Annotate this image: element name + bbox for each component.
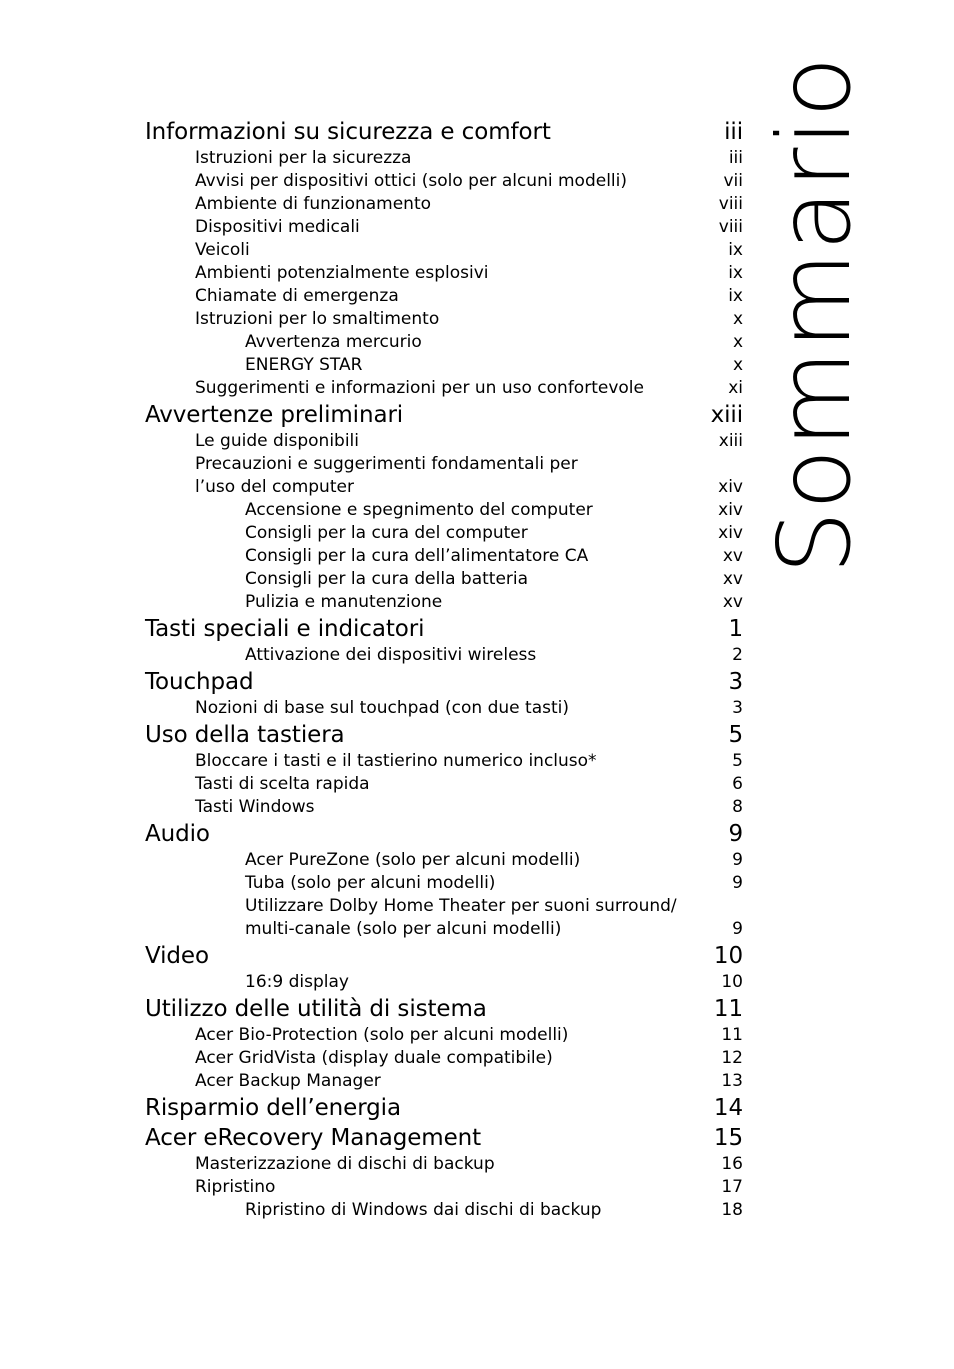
toc-section[interactable] xyxy=(145,285,743,308)
toc-entry-title: Acer GridVista (display duale compatibile) xyxy=(195,1048,553,1068)
toc-entry-page: 8 xyxy=(732,797,743,817)
toc-entry-title: Acer Backup Manager xyxy=(195,1071,381,1091)
table-of-contents xyxy=(145,117,743,1222)
toc-entry-page: 5 xyxy=(732,751,743,771)
toc-entry-title: Avvisi per dispositivi ottici (solo per alcuni modelli) xyxy=(195,171,627,191)
toc-section[interactable] xyxy=(145,697,743,720)
toc-section[interactable] xyxy=(145,773,743,796)
toc-entry-title: Tasti speciali e indicatori xyxy=(145,616,425,642)
toc-entry-title: Acer PureZone (solo per alcuni modelli) xyxy=(245,850,581,870)
toc-entry-title: Tasti Windows xyxy=(195,797,315,817)
toc-entry-title: Le guide disponibili xyxy=(195,431,359,451)
toc-entry-title: Consigli per la cura dell’alimentatore CA xyxy=(245,546,589,566)
toc-entry-page: xv xyxy=(722,546,743,566)
toc-entry-title xyxy=(245,895,724,941)
toc-chapter[interactable] xyxy=(145,1093,743,1123)
toc-entry-title: Audio xyxy=(145,821,210,847)
toc-entry-page: 9 xyxy=(732,873,743,893)
toc-entry-title-line1: Precauzioni e suggerimenti fondamentali per xyxy=(195,454,578,474)
toc-entry-title: Nozioni di base sul touchpad (con due tasti) xyxy=(195,698,569,718)
toc-entry-title: Accensione e spegnimento del computer xyxy=(245,500,593,520)
toc-chapter[interactable] xyxy=(145,667,743,697)
toc-subsection[interactable] xyxy=(145,545,743,568)
toc-entry-page: 1 xyxy=(728,616,743,642)
toc-entry-page: vii xyxy=(723,171,743,191)
toc-entry-page: 17 xyxy=(721,1177,743,1197)
toc-entry-title xyxy=(195,453,710,499)
toc-entry-title: Istruzioni per la sicurezza xyxy=(195,148,412,168)
toc-chapter[interactable] xyxy=(145,400,743,430)
toc-subsection[interactable] xyxy=(145,644,743,667)
toc-entry-page: iii xyxy=(724,119,743,145)
toc-entry-page: xiv xyxy=(718,477,743,497)
toc-section[interactable] xyxy=(145,377,743,400)
toc-entry-page: 6 xyxy=(732,774,743,794)
toc-section[interactable] xyxy=(145,147,743,170)
toc-subsection[interactable] xyxy=(145,971,743,994)
toc-entry-page: ix xyxy=(728,240,743,260)
toc-entry-page: 15 xyxy=(713,1125,743,1151)
toc-section[interactable] xyxy=(145,216,743,239)
toc-entry-title: Pulizia e manutenzione xyxy=(245,592,443,612)
toc-entry-page: 3 xyxy=(732,698,743,718)
toc-entry-title: Avvertenze preliminari xyxy=(145,402,404,428)
toc-entry-title: Consigli per la cura della batteria xyxy=(245,569,529,589)
toc-entry-page: 10 xyxy=(713,943,743,969)
toc-entry-page: 11 xyxy=(721,1025,743,1045)
toc-entry-page: xv xyxy=(722,592,743,612)
toc-entry-title: Risparmio dell’energia xyxy=(145,1095,401,1121)
toc-entry-title: Bloccare i tasti e il tastierino numerico incluso* xyxy=(195,751,597,771)
toc-chapter[interactable] xyxy=(145,941,743,971)
toc-subsection[interactable] xyxy=(145,522,743,545)
toc-entry-title: Ripristino xyxy=(195,1177,276,1197)
toc-entry-page: xv xyxy=(722,569,743,589)
toc-section[interactable] xyxy=(145,1153,743,1176)
toc-entry-page: 13 xyxy=(721,1071,743,1091)
toc-entry-title: Dispositivi medicali xyxy=(195,217,360,237)
toc-subsection[interactable] xyxy=(145,354,743,377)
toc-entry-page: xiii xyxy=(718,431,743,451)
page-title xyxy=(756,55,873,575)
toc-subsection[interactable] xyxy=(145,1199,743,1222)
toc-section[interactable] xyxy=(145,453,743,499)
toc-entry-page: viii xyxy=(718,217,743,237)
toc-entry-title: Utilizzo delle utilità di sistema xyxy=(145,996,487,1022)
toc-entry-title: Attivazione dei dispositivi wireless xyxy=(245,645,537,665)
toc-entry-title: Tasti di scelta rapida xyxy=(195,774,370,794)
toc-entry-page: 5 xyxy=(728,722,743,748)
toc-entry-page: 2 xyxy=(732,645,743,665)
toc-entry-page: xiii xyxy=(710,402,743,428)
toc-entry-title-line1: Utilizzare Dolby Home Theater per suoni surround/ xyxy=(245,896,677,916)
toc-entry-title: Ambienti potenzialmente esplosivi xyxy=(195,263,489,283)
toc-entry-page: 16 xyxy=(721,1154,743,1174)
toc-entry-title: Masterizzazione di dischi di backup xyxy=(195,1154,495,1174)
toc-entry-title: Acer Bio-Protection (solo per alcuni modelli) xyxy=(195,1025,569,1045)
toc-entry-title: Ambiente di funzionamento xyxy=(195,194,432,214)
toc-entry-title: Touchpad xyxy=(145,669,254,695)
toc-section[interactable] xyxy=(145,1070,743,1093)
toc-subsection[interactable] xyxy=(145,872,743,895)
toc-entry-title: Consigli per la cura del computer xyxy=(245,523,528,543)
toc-entry-title: Avvertenza mercurio xyxy=(245,332,422,352)
toc-entry-page: x xyxy=(732,355,743,375)
toc-entry-page: 9 xyxy=(732,850,743,870)
toc-entry-title: Suggerimenti e informazioni per un uso confortevole xyxy=(195,378,644,398)
toc-section[interactable] xyxy=(145,193,743,216)
toc-section[interactable] xyxy=(145,170,743,193)
toc-entry-page: xiv xyxy=(718,500,743,520)
toc-chapter[interactable] xyxy=(145,994,743,1024)
toc-section[interactable] xyxy=(145,750,743,773)
toc-entry-page: viii xyxy=(718,194,743,214)
toc-entry-page: x xyxy=(732,332,743,352)
toc-entry-title: Ripristino di Windows dai dischi di backup xyxy=(245,1200,602,1220)
toc-section[interactable] xyxy=(145,239,743,262)
toc-entry-page: 11 xyxy=(713,996,743,1022)
toc-subsection[interactable] xyxy=(145,568,743,591)
toc-entry-title-line2: l’uso del computer xyxy=(195,477,354,497)
toc-entry-page: 12 xyxy=(721,1048,743,1068)
toc-entry-title: Chiamate di emergenza xyxy=(195,286,399,306)
toc-chapter[interactable] xyxy=(145,720,743,750)
toc-subsection[interactable] xyxy=(145,849,743,872)
toc-entry-title: Informazioni su sicurezza e comfort xyxy=(145,119,551,145)
toc-entry-title: Veicoli xyxy=(195,240,250,260)
page-title-text: Sommario xyxy=(756,55,873,575)
toc-section[interactable] xyxy=(145,1024,743,1047)
toc-chapter[interactable] xyxy=(145,1123,743,1153)
toc-section[interactable] xyxy=(145,308,743,331)
toc-chapter[interactable] xyxy=(145,117,743,147)
toc-entry-title: 16:9 display xyxy=(245,972,349,992)
toc-entry-title-line2: multi-canale (solo per alcuni modelli) xyxy=(245,919,562,939)
toc-entry-page: 3 xyxy=(728,669,743,695)
toc-section[interactable] xyxy=(145,1047,743,1070)
toc-entry-title: Tuba (solo per alcuni modelli) xyxy=(245,873,496,893)
toc-section[interactable] xyxy=(145,796,743,819)
toc-subsection[interactable] xyxy=(145,591,743,614)
toc-entry-page: ix xyxy=(728,263,743,283)
toc-entry-page: iii xyxy=(728,148,743,168)
toc-entry-title: Istruzioni per lo smaltimento xyxy=(195,309,440,329)
toc-entry-title: Uso della tastiera xyxy=(145,722,345,748)
toc-subsection[interactable] xyxy=(145,895,743,941)
toc-chapter[interactable] xyxy=(145,819,743,849)
toc-entry-page: x xyxy=(732,309,743,329)
toc-entry-title: Acer eRecovery Management xyxy=(145,1125,482,1151)
toc-entry-title: ENERGY STAR xyxy=(245,355,363,375)
toc-chapter[interactable] xyxy=(145,614,743,644)
toc-entry-page: 9 xyxy=(728,821,743,847)
toc-section[interactable] xyxy=(145,1176,743,1199)
toc-subsection[interactable] xyxy=(145,499,743,522)
toc-entry-page: 18 xyxy=(721,1200,743,1220)
toc-entry-page: ix xyxy=(728,286,743,306)
toc-entry-page: xiv xyxy=(718,523,743,543)
toc-entry-page: 10 xyxy=(721,972,743,992)
toc-entry-page: 9 xyxy=(732,919,743,939)
toc-entry-title: Video xyxy=(145,943,209,969)
toc-entry-page: xi xyxy=(728,378,743,398)
toc-subsection[interactable] xyxy=(145,331,743,354)
toc-section[interactable] xyxy=(145,262,743,285)
toc-entry-page: 14 xyxy=(713,1095,743,1121)
toc-section[interactable] xyxy=(145,430,743,453)
